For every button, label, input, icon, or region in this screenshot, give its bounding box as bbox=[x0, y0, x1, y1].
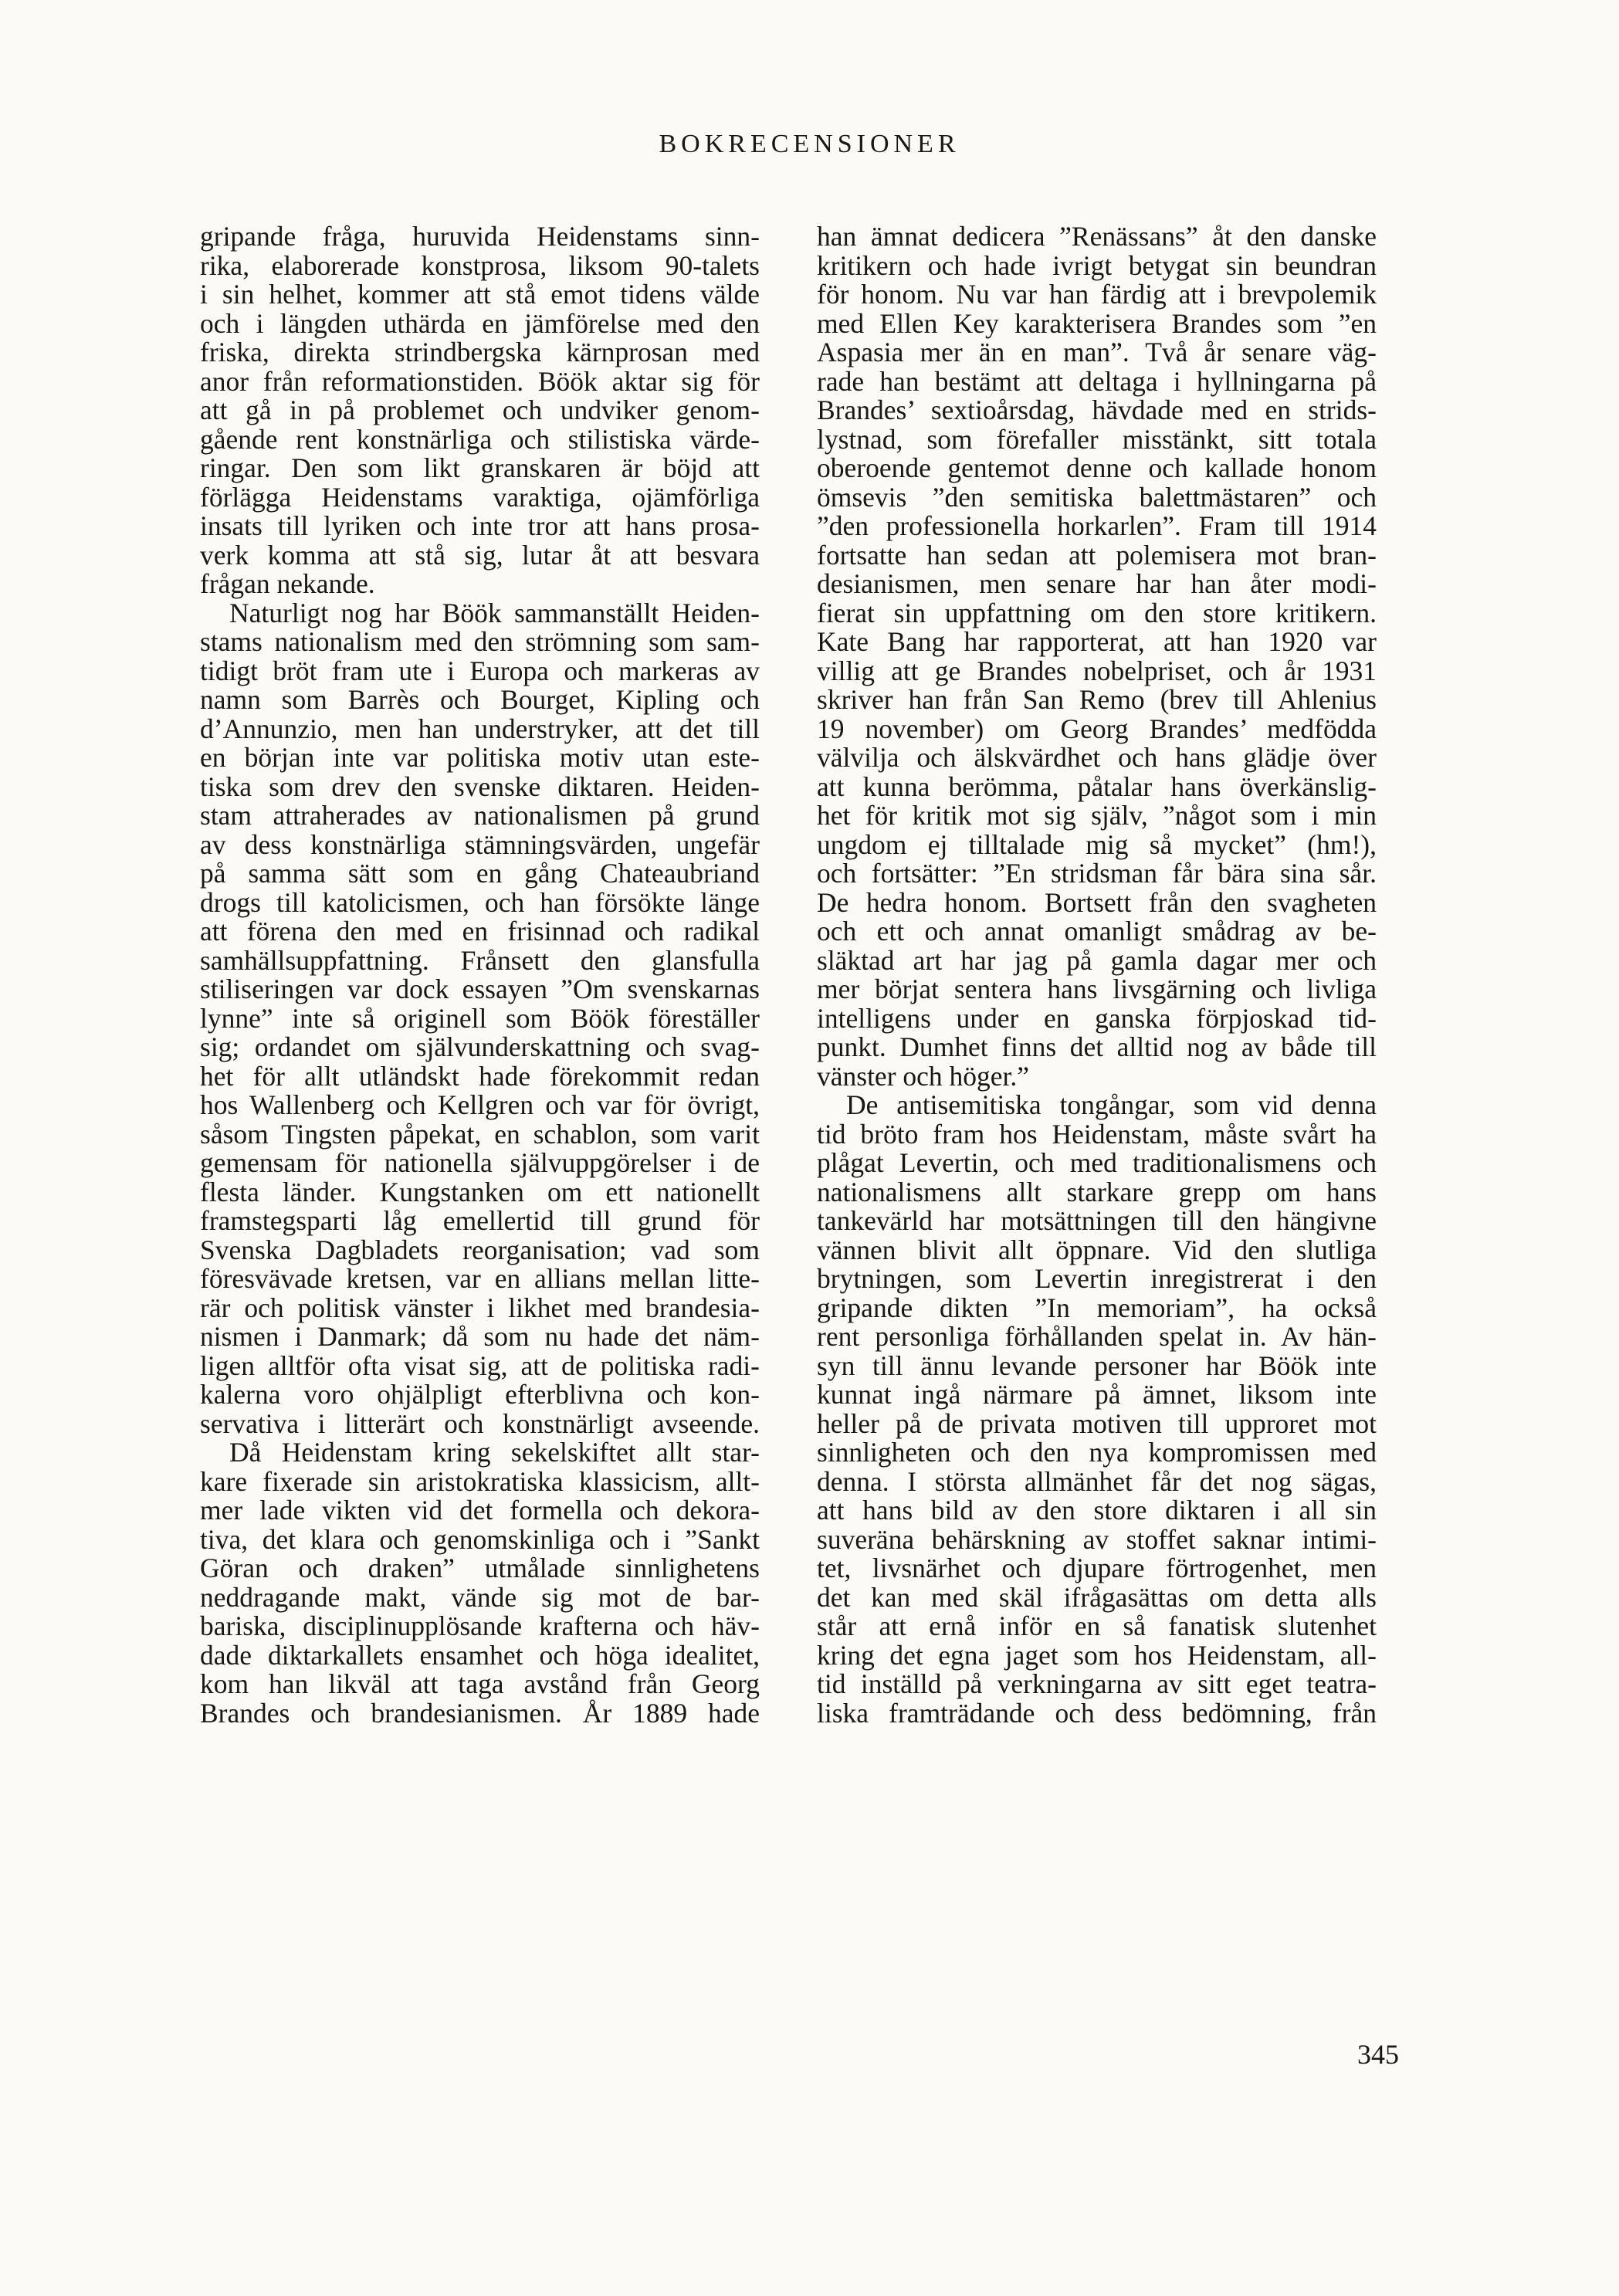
text-line: vännen blivit allt öppnare. Vid den slutliga bbox=[817, 1234, 1377, 1265]
text-line: och i längden uthärda en jämförelse med den bbox=[200, 307, 760, 339]
text-line: d’Annunzio, men han understryker, att det till bbox=[200, 713, 760, 744]
text-line: hos Wallenberg och Kellgren och var för övrigt, bbox=[200, 1089, 760, 1120]
text-line: kring det egna jaget som hos Heidenstam, all- bbox=[817, 1639, 1377, 1671]
text-line: det kan med skäl ifrågasättas om detta alls bbox=[817, 1581, 1377, 1613]
text-line: bariska, disciplinupplösande krafterna och häv- bbox=[200, 1610, 760, 1641]
text-line: Då Heidenstam kring sekelskiftet allt star- bbox=[229, 1437, 760, 1468]
text-line: flesta länder. Kungstanken om ett nationellt bbox=[200, 1176, 760, 1207]
text-line: liska framträdande och dess bedömning, från bbox=[817, 1697, 1377, 1729]
text-line: såsom Tingsten påpekat, en schablon, som varit bbox=[200, 1118, 760, 1150]
text-line: fortsatte han sedan att polemisera mot bran- bbox=[817, 539, 1377, 571]
text-line: syn till ännu levande personer har Böök inte bbox=[817, 1349, 1377, 1381]
text-line: han ämnat dedicera ”Renässans” åt den danske bbox=[817, 221, 1377, 252]
text-line: stam attraherades av nationalismen på grund bbox=[200, 800, 760, 831]
text-line: servativa i litterärt och konstnärligt avseende. bbox=[200, 1407, 760, 1439]
text-line: heller på de privata motiven till upproret mot bbox=[817, 1407, 1377, 1439]
text-line: suveräna behärskning av stoffet saknar intimi- bbox=[817, 1523, 1377, 1555]
text-line: gående rent konstnärliga och stilistiska värde- bbox=[200, 423, 760, 455]
text-line: av dess konstnärliga stämningsvärden, ungefär bbox=[200, 828, 760, 860]
text-line: ungdom ej tilltalade mig så mycket” (hm!), bbox=[817, 828, 1377, 860]
right-column bbox=[817, 222, 1377, 1728]
text-line: att hans bild av den store diktaren i all sin bbox=[817, 1495, 1377, 1526]
text-line: vänster och höger.” bbox=[817, 1060, 1030, 1092]
text-line: het för kritik mot sig själv, ”något som i min bbox=[817, 800, 1377, 831]
text-line: rika, elaborerade konstprosa, liksom 90-talets bbox=[200, 249, 760, 281]
text-line: plågat Levertin, och med traditionalismens och bbox=[817, 1147, 1377, 1178]
text-line: Kate Bang har rapporterat, att han 1920 var bbox=[817, 626, 1377, 657]
text-line: Göran och draken” utmålade sinnlighetens bbox=[200, 1553, 760, 1583]
text-line: en början inte var politiska motiv utan este- bbox=[200, 742, 760, 773]
text-line: med Ellen Key karakterisera Brandes som ”en bbox=[817, 307, 1377, 339]
text-line: 19 november) om Georg Brandes’ medfödda bbox=[817, 713, 1377, 744]
text-line: skriver han från San Remo (brev till Ahlenius bbox=[817, 684, 1377, 715]
text-line: ”den professionella horkarlen”. Fram till 1914 bbox=[817, 510, 1377, 541]
text-line: och fortsätter: ”En stridsman får bära sina sår. bbox=[817, 858, 1377, 889]
text-line: kunnat ingå närmare på ämnet, liksom inte bbox=[817, 1379, 1377, 1410]
text-line: välvilja och älskvärdhet och hans glädje över bbox=[817, 742, 1377, 773]
text-line: kritikern och hade ivrigt betygat sin beundran bbox=[817, 249, 1377, 281]
text-line: oberoende gentemot denne och kallade honom bbox=[817, 452, 1377, 483]
text-line: Naturligt nog har Böök sammanställt Heiden- bbox=[229, 597, 760, 628]
text-line: tid bröto fram hos Heidenstam, måste svårt ha bbox=[817, 1118, 1377, 1150]
text-line: tankevärld har motsättningen till den hängivne bbox=[817, 1205, 1377, 1236]
text-line: Brandes’ sextioårsdag, hävdade med en strids- bbox=[817, 395, 1377, 425]
text-line: intelligens under en ganska förpjoskad tid- bbox=[817, 1002, 1377, 1034]
text-line: stams nationalism med den strömning som sam- bbox=[200, 626, 760, 657]
text-line: Aspasia mer än en man”. Två år senare väg- bbox=[817, 337, 1377, 367]
text-line: Brandes och brandesianismen. År 1889 hade bbox=[200, 1697, 760, 1729]
text-line: het för allt utländskt hade förekommit redan bbox=[200, 1060, 760, 1092]
text-line: mer börjat sentera hans livsgärning och livliga bbox=[817, 974, 1377, 1004]
text-line: villig att ge Brandes nobelpriset, och år 1931 bbox=[817, 655, 1377, 686]
text-line: att gå in på problemet och undviker genom- bbox=[200, 395, 760, 425]
text-line: tet, livsnärhet och djupare förtrogenhet, men bbox=[817, 1553, 1377, 1583]
text-line: neddragande makt, vände sig mot de bar- bbox=[200, 1581, 760, 1613]
left-column bbox=[200, 222, 760, 1728]
text-line: släktad art har jag på gamla dagar mer och bbox=[817, 944, 1377, 976]
text-line: verk komma att stå sig, lutar åt att besvara bbox=[200, 539, 760, 571]
text-line: rade han bestämt att deltaga i hyllningarna på bbox=[817, 365, 1377, 397]
text-line: insats till lyriken och inte tror att hans prosa- bbox=[200, 510, 760, 541]
text-line: står att ernå inför en så fanatisk slutenhet bbox=[817, 1610, 1377, 1641]
text-line: gripande fråga, huruvida Heidenstams sinn- bbox=[200, 221, 760, 252]
text-line: kalerna voro ohjälpligt efterblivna och kon- bbox=[200, 1379, 760, 1410]
text-line: tid inställd på verkningarna av sitt eget teatra- bbox=[817, 1668, 1377, 1699]
text-line: frågan nekande. bbox=[200, 568, 375, 599]
text-line: dade diktarkallets ensamhet och höga idealitet, bbox=[200, 1639, 760, 1671]
text-line: rär och politisk vänster i likhet med brandesia- bbox=[200, 1292, 760, 1323]
text-line: punkt. Dumhet finns det alltid nog av både till bbox=[817, 1031, 1377, 1062]
text-line: att kunna berömma, påtalar hans överkänslig- bbox=[817, 770, 1377, 802]
text-line: framstegsparti låg emellertid till grund för bbox=[200, 1205, 760, 1236]
text-line: denna. I största allmänhet får det nog sägas, bbox=[817, 1465, 1377, 1497]
text-line: kare fixerade sin aristokratiska klassicism, allt- bbox=[200, 1465, 760, 1497]
text-line: på samma sätt som en gång Chateaubriand bbox=[200, 858, 760, 889]
text-line: samhällsuppfattning. Frånsett den glansfulla bbox=[200, 944, 760, 976]
text-line: föresvävade kretsen, var en allians mellan litte- bbox=[200, 1263, 760, 1294]
text-line: mer lade vikten vid det formella och dekora- bbox=[200, 1495, 760, 1526]
text-line: desianismen, men senare har han åter modi- bbox=[817, 568, 1377, 599]
text-line: lynne” inte så originell som Böök föreställer bbox=[200, 1002, 760, 1034]
text-line: tidigt bröt fram ute i Europa och markeras av bbox=[200, 655, 760, 686]
text-line: förlägga Heidenstams varaktiga, ojämförliga bbox=[200, 481, 760, 513]
text-line: och ett och annat omanligt smådrag av be- bbox=[817, 916, 1377, 947]
text-line: anor från reformationstiden. Böök aktar sig för bbox=[200, 365, 760, 397]
text-line: nationalismens allt starkare grepp om hans bbox=[817, 1176, 1377, 1207]
text-line: gemensam för nationella självuppgörelser i de bbox=[200, 1147, 760, 1178]
text-line: drogs till katolicismen, och han försökte länge bbox=[200, 886, 760, 918]
text-line: nismen i Danmark; då som nu hade det näm- bbox=[200, 1321, 760, 1352]
text-line: friska, direkta strindbergska kärnprosan med bbox=[200, 337, 760, 367]
text-line: De antisemitiska tongångar, som vid denna bbox=[846, 1089, 1377, 1120]
text-line: tiva, det klara och genomskinliga och i ”Sankt bbox=[200, 1523, 760, 1555]
text-line: Svenska Dagbladets reorganisation; vad som bbox=[200, 1234, 760, 1265]
text-line: brytningen, som Levertin inregistrerat i den bbox=[817, 1263, 1377, 1294]
text-line: De hedra honom. Bortsett från den svagheten bbox=[817, 886, 1377, 918]
text-line: rent personliga förhållanden spelat in. Av hän- bbox=[817, 1321, 1377, 1352]
running-header: BOKRECENSIONER bbox=[659, 130, 960, 158]
text-line: ömsevis ”den semitiska balettmästaren” och bbox=[817, 481, 1377, 513]
text-line: ringar. Den som likt granskaren är böjd att bbox=[200, 452, 760, 483]
text-line: för honom. Nu var han färdig att i brevpolemik bbox=[817, 279, 1377, 310]
text-line: stiliseringen var dock essayen ”Om svenskarnas bbox=[200, 974, 760, 1004]
text-line: lystnad, som förefaller misstänkt, sitt totala bbox=[817, 423, 1377, 455]
text-line: gripande dikten ”In memoriam”, ha också bbox=[817, 1292, 1377, 1323]
text-line: i sin helhet, kommer att stå emot tidens välde bbox=[200, 279, 760, 310]
text-line: att förena den med en frisinnad och radikal bbox=[200, 916, 760, 947]
page-number: 345 bbox=[1357, 2039, 1399, 2070]
text-line: sig; ordandet om självunderskattning och svag- bbox=[200, 1031, 760, 1062]
text-line: namn som Barrès och Bourget, Kipling och bbox=[200, 684, 760, 715]
text-line: ligen alltför ofta visat sig, att de politiska radi- bbox=[200, 1349, 760, 1381]
text-line: tiska som drev den svenske diktaren. Heiden- bbox=[200, 770, 760, 802]
text-line: fierat sin uppfattning om den store kritikern. bbox=[817, 597, 1377, 628]
text-line: kom han likväl att taga avstånd från Georg bbox=[200, 1668, 760, 1699]
text-line: sinnligheten och den nya kompromissen med bbox=[817, 1437, 1377, 1468]
